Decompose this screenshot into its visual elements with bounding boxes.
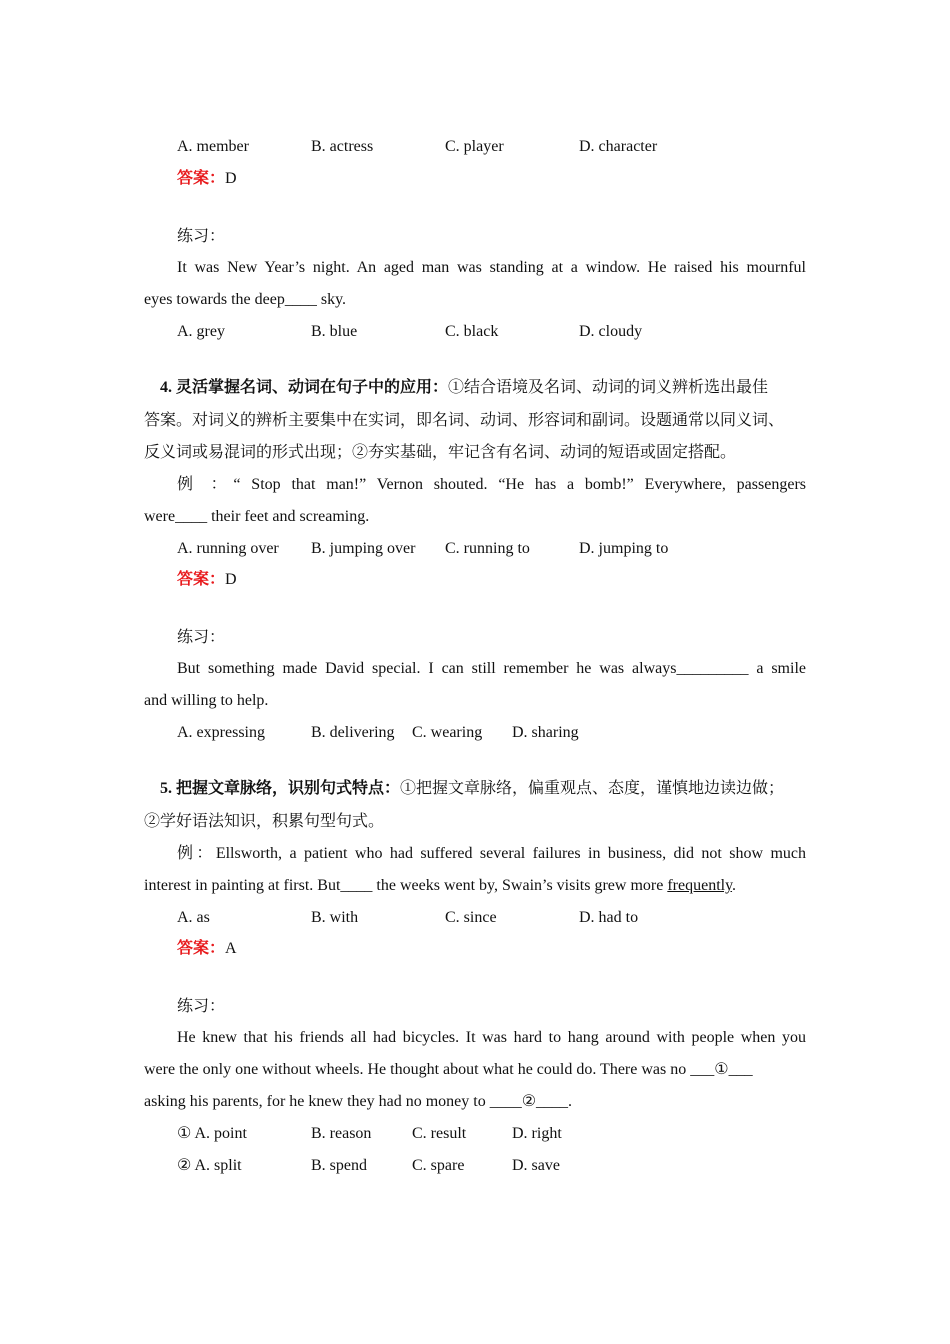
option-c: C. since (445, 909, 497, 926)
section-5-heading: 5. 把握文章脉络，识别句式特点： (160, 780, 401, 797)
practice-text-line (144, 1092, 806, 1112)
option-a: A. expressing (177, 724, 265, 741)
example-text-line: 例：Ellsworth, a patient who had suffered several failures in business, did not show much (177, 845, 806, 862)
answer-label: 答案： (177, 940, 226, 957)
blank-2: ____②____ (489, 1093, 569, 1110)
practice-text-line: But something made David special. I can still remember he was always_________ a smile (177, 660, 806, 677)
option-b: B. reason (311, 1125, 372, 1142)
practice-text: asking his parents, for he knew they had no money to (144, 1093, 490, 1110)
answer-label: 答案： (177, 170, 226, 187)
option-d: D. jumping to (579, 540, 669, 557)
example-text: . (732, 877, 737, 894)
option-d: D. right (512, 1125, 562, 1142)
blank-1: ___①___ (690, 1061, 753, 1078)
option-c: C. result (412, 1125, 467, 1142)
option-c: C. running to (445, 540, 530, 557)
option-b: B. jumping over (311, 540, 416, 557)
practice-text-line: It was New Year’s night. An aged man was standing at a window. He raised his mournful (177, 259, 806, 276)
option-d: D. character (579, 138, 658, 155)
section-4-text: 答案。对词义的辨析主要集中在实词，即名词、动词、形容词和副词。设题通常以同义词、 (144, 412, 785, 429)
section-5-text: ②学好语法知识，积累句型句式。 (144, 813, 385, 830)
option-b: B. delivering (311, 724, 395, 741)
section-4-heading: 4. 灵活掌握名词、动词在句子中的应用： (160, 379, 449, 396)
practice-label: 练习： (177, 228, 226, 245)
example-text: interest in painting at first. But____ the weeks went by, Swain’s visits grew more (144, 877, 668, 894)
section-5-text: ①把握文章脉络，偏重观点、态度，谨慎地边读边做； (400, 780, 785, 797)
option-d: D. had to (579, 909, 639, 926)
answer-value: D (225, 170, 237, 187)
option-a: A. as (177, 909, 210, 926)
option-a: ② A. split (177, 1157, 242, 1174)
practice-label: 练习： (177, 629, 226, 646)
section-4-heading-line (160, 378, 818, 398)
option-d: D. sharing (512, 724, 579, 741)
practice-text: . (568, 1093, 573, 1110)
answer-value: D (225, 571, 237, 588)
practice-text-line (144, 1060, 806, 1080)
option-c: C. spare (412, 1157, 465, 1174)
option-d: D. save (512, 1157, 560, 1174)
option-a: ① A. point (177, 1125, 247, 1142)
option-b: B. blue (311, 323, 358, 340)
practice-text-line: eyes towards the deep____ sky. (144, 291, 347, 308)
practice-label: 练习： (177, 998, 226, 1015)
option-d: D. cloudy (579, 323, 643, 340)
option-c: C. black (445, 323, 499, 340)
example-text-line: 例 ：“ Stop that man!” Vernon shouted. “He has a bomb!” Everywhere, passengers (177, 476, 806, 493)
example-text-line (144, 876, 806, 896)
practice-text-line: He knew that his friends all had bicycles. It was hard to hang around with people when you (177, 1029, 806, 1046)
underlined-word: frequently (667, 877, 733, 894)
section-4-text: 反义词或易混词的形式出现；②夯实基础，牢记含有名词、动词的短语或固定搭配。 (144, 444, 737, 461)
option-a: A. grey (177, 323, 225, 340)
option-b: B. spend (311, 1157, 367, 1174)
option-a: A. running over (177, 540, 279, 557)
option-b: B. actress (311, 138, 374, 155)
answer-label: 答案： (177, 571, 226, 588)
section-4-text: ①结合语境及名词、动词的词义辨析选出最佳 (448, 379, 769, 396)
option-c: C. wearing (412, 724, 483, 741)
option-b: B. with (311, 909, 359, 926)
answer-value: A (225, 940, 237, 957)
section-5-heading-line (160, 779, 818, 799)
practice-text-line: and willing to help. (144, 692, 269, 709)
option-a: A. member (177, 138, 249, 155)
example-text-line: were____ their feet and screaming. (144, 508, 370, 525)
practice-text: were the only one without wheels. He thought about what he could do. There was no (144, 1061, 691, 1078)
answer-line (177, 169, 806, 189)
answer-line (177, 939, 806, 959)
answer-line (177, 570, 806, 590)
option-c: C. player (445, 138, 504, 155)
